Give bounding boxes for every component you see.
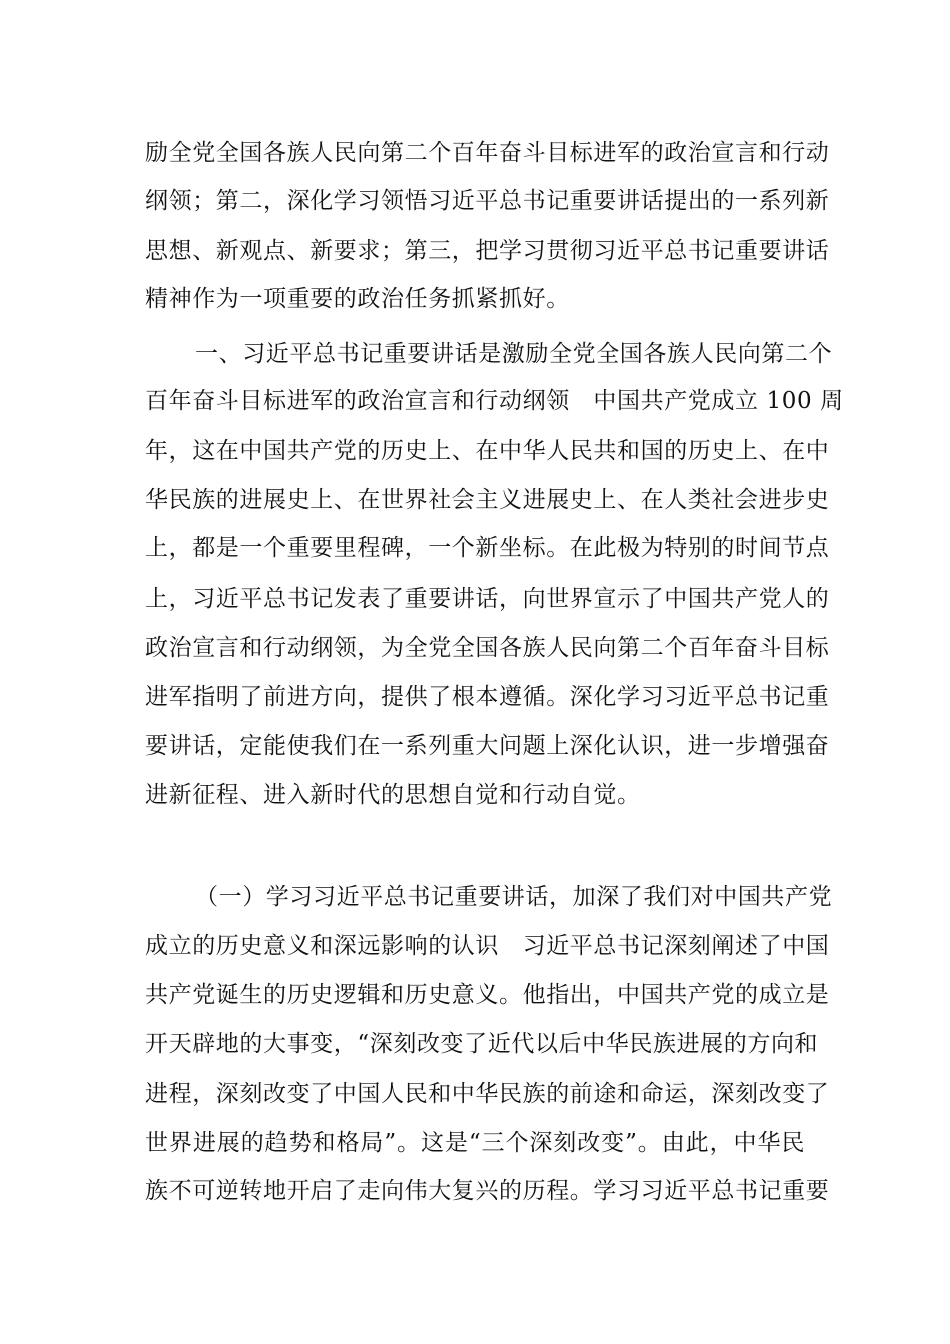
text-line: 上，都是一个重要里程碑，一个新坐标。在此极为特别的时间节点 — [145, 535, 830, 561]
text-line: 族不可逆转地开启了走向伟大复兴的历程。学习习近平总书记重要 — [145, 1178, 830, 1204]
section-heading-line: 一、习近平总书记重要讲话是激励全党全国各族人民向第二个 — [195, 341, 833, 367]
text-line: 华民族的进展史上、在世界社会主义进展史上、在人类社会进步史 — [145, 487, 830, 513]
text-line: 思想、新观点、新要求；第三，把学习贯彻习近平总书记重要讲话 — [145, 238, 830, 264]
text-line: 励全党全国各族人民向第二个百年奋斗目标进军的政治宣言和行动 — [145, 140, 830, 166]
text-line: 上，习近平总书记发表了重要讲话，向世界宣示了中国共产党人的 — [145, 586, 830, 612]
text-line: 精神作为一项重要的政治任务抓紧抓好。 — [145, 286, 570, 312]
text-line: 进新征程、进入新时代的思想自觉和行动自觉。 — [145, 782, 641, 808]
text-line: 政治宣言和行动纲领，为全党全国各族人民向第二个百年奋斗目标 — [145, 635, 830, 661]
text-line: 世界进展的趋势和格局”。这是“三个深刻改变”。由此，中华民 — [145, 1130, 805, 1156]
subsection-heading-line: （一）学习习近平总书记重要讲话，加深了我们对中国共产党 — [195, 884, 833, 910]
text-line: 成立的历史意义和深远影响的认识 习近平总书记深刻阐述了中国 — [145, 933, 830, 959]
text-line: 共产党诞生的历史逻辑和历史意义。他指出，中国共产党的成立是 — [145, 982, 830, 1008]
text-line: 年，这在中国共产党的历史上、在中华人民共和国的历史上、在中 — [145, 438, 830, 464]
text-line: 进程，深刻改变了中国人民和中华民族的前途和命运，深刻改变了 — [145, 1081, 830, 1107]
text-line: 进军指明了前进方向，提供了根本遵循。深化学习习近平总书记重 — [145, 684, 830, 710]
text-line: 要讲话，定能使我们在一系列重大问题上深化认识，进一步增强奋 — [145, 733, 830, 759]
text-line: 开天辟地的大事变，“深刻改变了近代以后中华民族进展的方向和 — [145, 1031, 819, 1057]
text-line: 百年奋斗目标进军的政治宣言和行动纲领 中国共产党成立 100 周 — [145, 388, 844, 414]
text-line: 纲领；第二，深化学习领悟习近平总书记重要讲话提出的一系列新 — [145, 188, 830, 214]
